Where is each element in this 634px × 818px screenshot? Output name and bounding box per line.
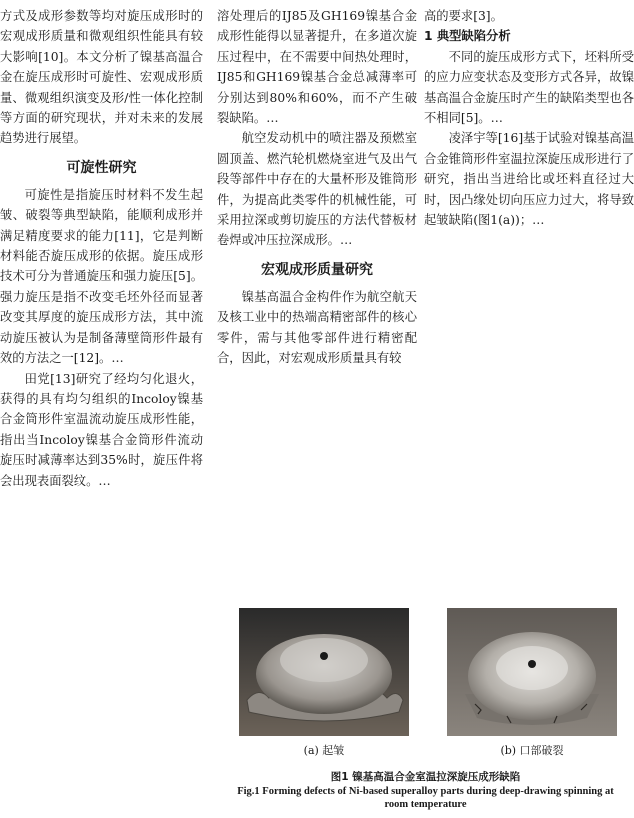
text-column-3 (424, 6, 634, 604)
paragraph-solution-treatment: 溶处理后的IJ85及GH169镍基合金成形性能得以显著提升，在多道次旋压过程中，在不需要中间热处理时，IJ85和GH169镍基合金总减薄率可分别达到80%和60%，而不产生破裂缺陷。… (217, 9, 417, 126)
paragraph-requirement-tail: 高的要求[3]。 (424, 9, 503, 23)
figure-caption-english: Fig.1 Forming defects of Ni-based superalloy parts during deep-drawing spinning at room temperature (237, 786, 614, 810)
text-column-1 (0, 6, 203, 814)
paragraph-spinnability-2: 田党[13]研究了经均匀化退火，获得的具有均匀组织的Incoloy镍基合金筒形件室温流动旋压成形性能，指出当Incoloy镍基合金筒形件流动旋压时减薄率达到35%时，旋压件将会出现表面裂纹。… (0, 371, 203, 488)
paragraph-spinnability-1: 可旋性是指旋压时材料不发生起皱、破裂等典型缺陷，能顺利成形并满足精度要求的能力[11]，它是判断材料能否旋压成形的依据。旋压成形技术可分为普通旋压和强力旋压[5]。强力旋压是指不改变毛坯外径而显著改变其厚度的旋压成形方法，其中流动旋压被认为是制备薄壁筒形件最有效的方法之一[12]。… (0, 187, 203, 366)
wrinkled-part-photo (239, 608, 409, 736)
figure-caption-chinese: 图1 镍基高温合金室温拉深旋压成形缺陷 (330, 771, 521, 783)
figure-1 (217, 604, 634, 818)
paragraph-ling-study: 凌泽宇等[16]基于试验对镍基高温合金锥筒形件室温拉深旋压成形进行了研究，指出当进给比或坯料直径过大时，因凸缘处切向压应力过大，将导致起皱缺陷(图1(a))；… (424, 131, 634, 228)
subsection-heading-defects: 1 典型缺陷分析 (424, 29, 511, 44)
section-heading-macro-quality: 宏观成形质量研究 (261, 261, 373, 278)
intro-paragraph-tail: 方式及成形参数等均对旋压成形时的宏观成形质量和微观组织性能具有较大影响[10]。本文分析了镍基高温合金在旋压成形时可旋性、宏观成形质量、微观组织演变及形/性一体化控制等方面的研究现状，并对未来的发展趋势进行展望。 (0, 9, 203, 146)
subfigure-label-a: (a) 起皱 (303, 744, 345, 757)
subfigure-label-b: (b) 口部破裂 (500, 744, 564, 757)
paragraph-aero-engine-parts: 航空发动机中的喷注器及预燃室圆顶盖、燃汽轮机燃烧室进气及出气段等部件中存在的大量杯形及锥筒形件，为提高此类零件的机械性能，可采用拉深或剪切旋压的方法代替板材卷焊或冲压拉深成形。… (217, 131, 417, 248)
paragraph-macro-quality: 镍基高温合金构件作为航空航天及核工业中的热端高精密部件的核心零件，需与其他零部件进行精密配合，因此，对宏观成形质量具有较 (217, 289, 417, 366)
section-heading-spinnability: 可旋性研究 (66, 159, 137, 176)
text-column-2 (217, 6, 417, 604)
paragraph-defect-types: 不同的旋压成形方式下，坯料所受的应力应变状态及变形方式各异，故镍基高温合金旋压时产生的缺陷类型也各不相同[5]。… (424, 49, 634, 126)
mouth-cracked-part-photo (447, 608, 617, 736)
